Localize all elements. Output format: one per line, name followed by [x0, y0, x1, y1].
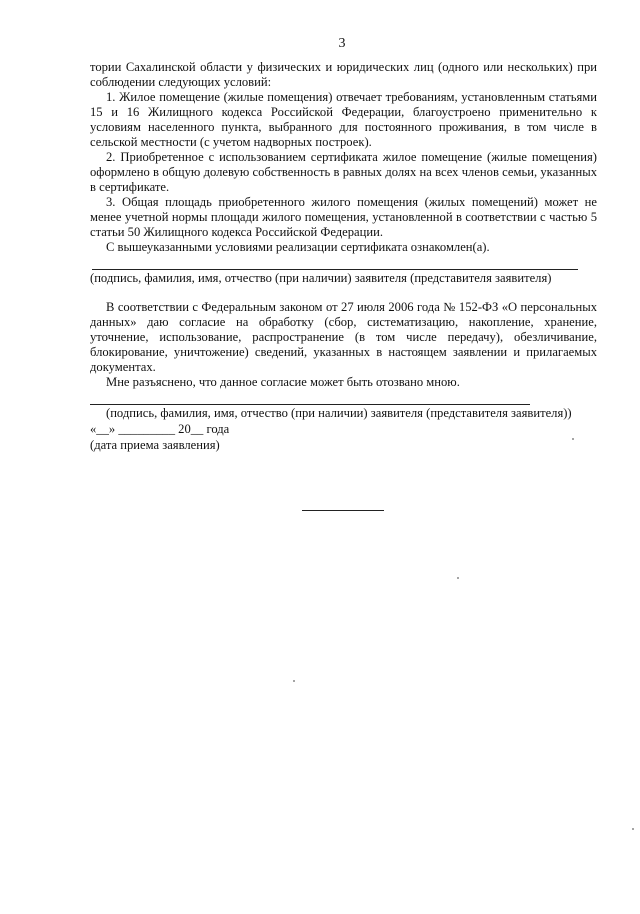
scan-speck [293, 680, 295, 682]
condition-1-paragraph: 1. Жилое помещение (жилые помещения) отвечает требованиям, установленным статьями 15 и 16 Жилищного кодекса Российской Федерации, благоустроено применительно к условиям населенного пункта, выбранного для постоянного проживания, в том числе в сельской местности (с учетом надворных построек). [90, 90, 597, 149]
consent-section [90, 300, 597, 390]
signature-caption-1: (подпись, фамилия, имя, отчество (при наличии) заявителя (представителя заявителя) [90, 271, 552, 285]
end-of-document-rule [302, 510, 384, 511]
page-number: 3 [338, 36, 346, 51]
signature-caption-2: (подпись, фамилия, имя, отчество (при наличии) заявителя (представителя заявителя)) [106, 406, 572, 420]
condition-2-paragraph: 2. Приобретенное с использованием сертификата жилое помещение (жилые помещения) оформлено в общую долевую собственность в равных долях на всех членов семьи, указанных в сертификате. [90, 150, 597, 194]
consent-revocable-paragraph: Мне разъяснено, что данное согласие может быть отозвано мною. [106, 375, 460, 389]
scan-speck [632, 828, 634, 830]
scan-speck [457, 577, 459, 579]
consent-paragraph: В соответствии с Федеральным законом от 27 июля 2006 года № 152-ФЗ «О персональных данных» даю согласие на обработку (сбор, систематизацию, накопление, хранение, уточнение, использование, распространение (в том числе передачу), обезличивание, блокирование, уничтожение) сведений, указанных в настоящем заявлении и прилагаемых документах. [90, 300, 597, 374]
date-field: «__» _________ 20__ года [90, 422, 230, 436]
acknowledgement-paragraph: С вышеуказанными условиями реализации сертификата ознакомлен(а). [106, 240, 490, 254]
conditions-section [90, 60, 597, 255]
intro-paragraph: тории Сахалинской области у физических и юридических лиц (одного или нескольких) при соблюдении следующих условий: [90, 60, 597, 89]
signature-line-1 [92, 269, 578, 270]
condition-3-paragraph: 3. Общая площадь приобретенного жилого помещения (жилых помещений) может не менее учетной нормы площади жилого помещения, установленной в соответствии с частью 5 статьи 50 Жилищного кодекса Российской Федерации. [90, 195, 597, 239]
signature-line-2 [90, 404, 530, 405]
scan-speck [572, 438, 574, 440]
date-caption: (дата приема заявления) [90, 438, 220, 452]
